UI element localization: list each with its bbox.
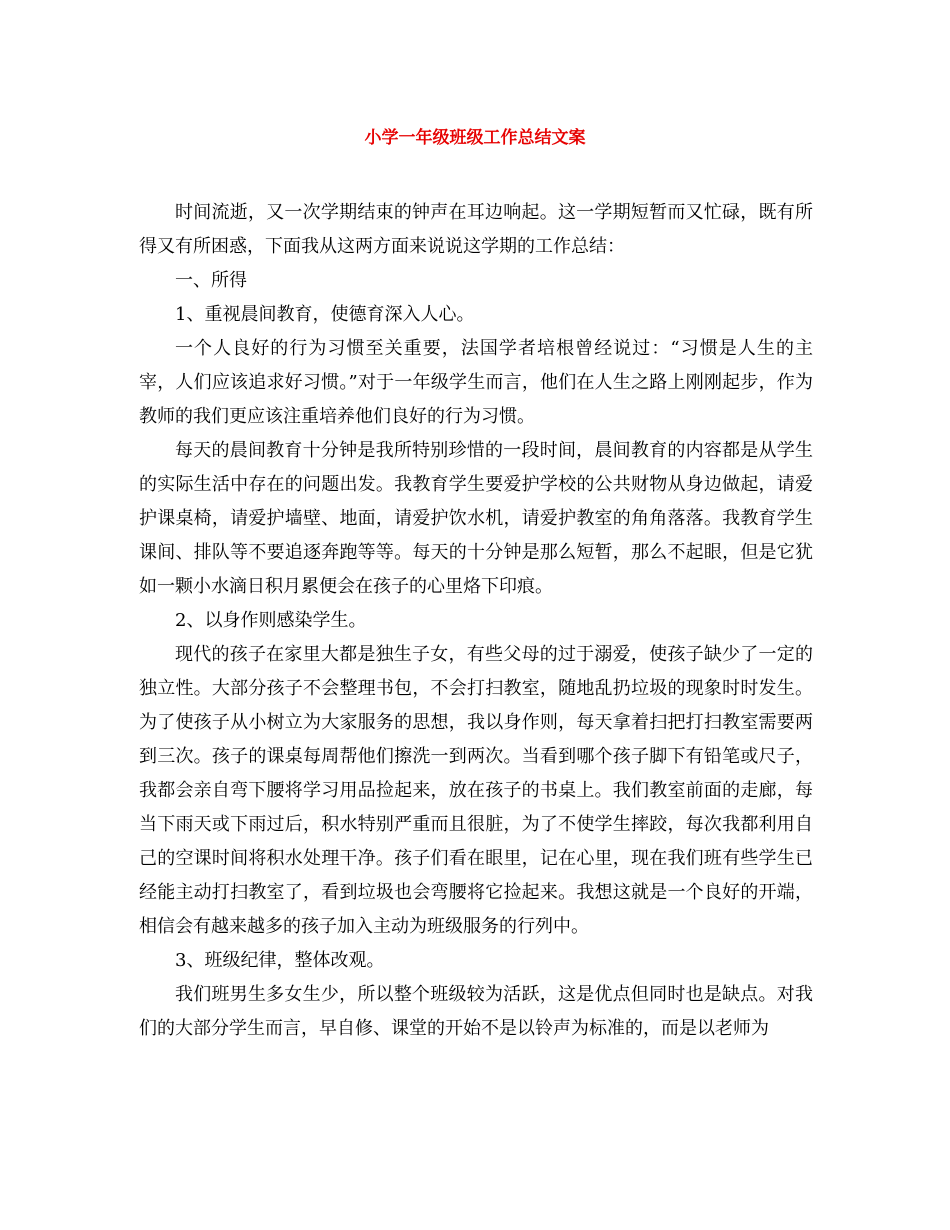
paragraph-lead-by-example: 现代的孩子在家里大都是独生子女，有些父母的过于溺爱，使孩子缺少了一定的独立性。大部分孩子不会整理书包，不会打扫教室，随地乱扔垃圾的现象时时发生。为了使孩子从小树立为大家服务的思想，我以身作则，每天拿着扫把打扫教室需要两到三次。孩子的课桌每周帮他们擦洗一到两次。当看到哪个孩子脚下有铅笔或尺子，我都会亲自弯下腰将学习用品捡起来，放在孩子的书桌上。我们教室前面的走廊，每当下雨天或下雨过后，积水特别严重而且很脏，为了不使学生摔跤，每次我都利用自己的空课时间将积水处理干净。孩子们看在眼里，记在心里，现在我们班有些学生已经能主动打扫教室了，看到垃圾也会弯腰将它捡起来。我想这就是一个良好的开端，相信会有越来越多的孩子加入主动为班级服务的行列中。 — [139, 644, 813, 937]
subheading-morning-education: 1、重视晨间教育，使德育深入人心。 — [175, 304, 475, 325]
paragraph-morning-ten-minutes: 每天的晨间教育十分钟是我所特别珍惜的一段时间，晨间教育的内容都是从学生的实际生活中存在的问题出发。我教育学生要爱护学校的公共财物从身边做起，请爱护课桌椅，请爱护墙壁、地面，请爱护饮水机，请爱护教室的角角落落。我教育学生课间、排队等不要追逐奔跑等等。每天的十分钟是那么短暂，那么不起眼，但是它犹如一颗小水滴日积月累便会在孩子的心里烙下印痕。 — [139, 440, 813, 597]
subheading-class-discipline: 3、班级纪律，整体改观。 — [175, 950, 385, 971]
section-heading-gains: 一、所得 — [175, 270, 247, 291]
paragraph-intro: 时间流逝，又一次学期结束的钟声在耳边响起。这一学期短暂而又忙碌，既有所得又有所困惑，下面我从这两方面来说说这学期的工作总结： — [139, 202, 813, 257]
paragraph-habits: 一个人良好的行为习惯至关重要，法国学者培根曾经说过：“习惯是人生的主宰，人们应该追求好习惯。”对于一年级学生而言，他们在人生之路上刚刚起步，作为教师的我们更应该注重培养他们良好的行为习惯。 — [139, 338, 813, 427]
document-title: 小学一年级班级工作总结文案 — [364, 128, 586, 148]
paragraph-class-discipline: 我们班男生多女生少，所以整个班级较为活跃，这是优点但同时也是缺点。对我们的大部分学生而言，早自修、课堂的开始不是以铃声为标准的，而是以老师为 — [139, 984, 813, 1039]
subheading-lead-by-example: 2、以身作则感染学生。 — [175, 610, 367, 631]
document-body — [139, 196, 813, 1046]
